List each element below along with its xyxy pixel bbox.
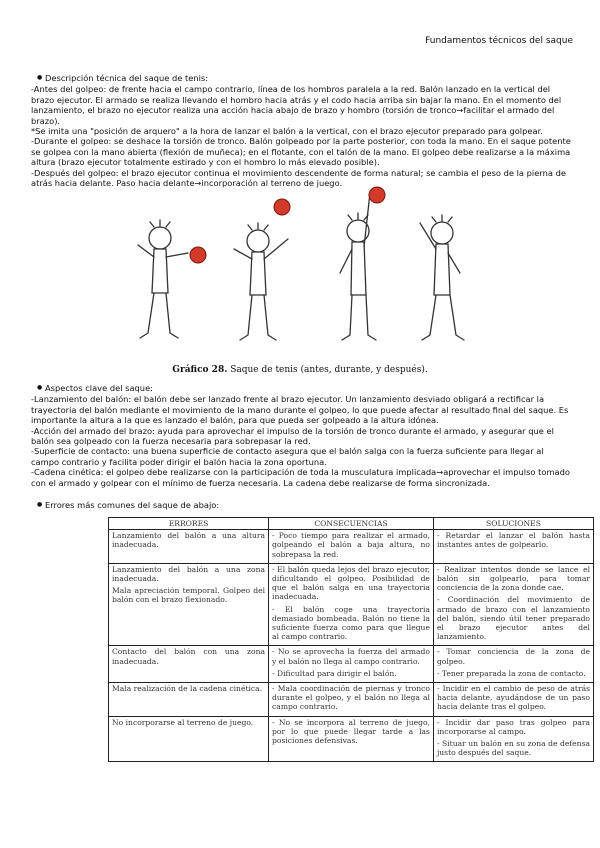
table-cell-consequence	[269, 683, 434, 717]
table-row	[109, 683, 594, 717]
caption-label: Gráfico 28.	[172, 365, 228, 375]
serve-illustration	[130, 183, 470, 353]
cell-text: Mala realización de la cadena cinética.	[112, 684, 263, 694]
cell-text: - Mala coordinación de piernas y tronco durante el golpeo, y el balón no llega al campo contrario.	[272, 684, 430, 712]
table-cell-error	[109, 530, 269, 564]
cell-text: - Retardar el lanzar el balón hasta instantes antes de golpearlo.	[436, 531, 590, 550]
cell-text: - El balón queda lejos del brazo ejecutor, dificultando el golpeo. Posibilidad de que el balón salga en una trayectoria inadecuada.	[272, 564, 430, 602]
table-cell-solution	[433, 683, 593, 717]
table-cell-error	[109, 646, 269, 683]
column-header-errores: ERRORES	[109, 518, 269, 530]
cell-text: Lanzamiento del balón a una zona inadecuada.	[112, 564, 266, 584]
cell-text: - Incidir en el cambio de peso de atrás hacia delante, ayudándose de un paso hacia delante tras el golpeo.	[436, 684, 590, 712]
cell-text: - Tomar conciencia de la zona de golpeo.	[436, 647, 590, 666]
player-toss-figure	[234, 223, 288, 340]
player-during-figure	[340, 193, 376, 340]
table-row	[109, 646, 594, 683]
errors-table	[108, 517, 594, 762]
errors-section	[31, 500, 571, 511]
description-paragraph: -Durante el golpeo: se deshace la torsión de tronco. Balón golpeado por la parte posterior, con toda la mano. En el saque potente se golpea con la mano abierta (flexión de muñeca); en el flotante, con el talón de la mano. El golpeo debe realizarse a la máxima altura (brazo ejecutor totalmente estirado y con el hombro lo más elevado posible).	[31, 136, 571, 168]
table-row	[109, 563, 594, 646]
table-cell-consequence	[269, 563, 434, 646]
table-cell-error	[109, 716, 269, 762]
table-row	[109, 530, 594, 564]
figure-caption	[0, 365, 600, 375]
table-cell-solution	[433, 563, 593, 646]
table-cell-error	[109, 563, 269, 646]
description-paragraph: *Se imita una "posición de arquero" a la hora de lanzar el balón a la vertical, con el brazo ejecutor preparado para golpear.	[31, 126, 543, 137]
aspects-section	[31, 383, 571, 488]
column-header-soluciones: SOLUCIONES	[433, 518, 593, 530]
description-paragraph: -Antes del golpeo: de frente hacia el campo contrario, línea de los hombros paralela a la red. Balón lanzado en la vertical del brazo ejecutor. El armado se realiza llevando el hombro hacia atrás y el codo hacia arriba sin bajar la mano. En el momento del lanzamiento, el brazo no ejecutor realiza una acción hacia abajo de brazo y hombro (torsión de tronco→facilitar el armado del brazo).	[31, 84, 562, 126]
caption-text: Saque de tenis (antes, durante, y después).	[230, 365, 428, 375]
table-row	[109, 716, 594, 762]
ball-icon	[274, 199, 290, 215]
cell-text: Mala apreciación temporal. Golpeo del balón con el brazo flexionado.	[112, 586, 266, 605]
cell-text: - Coordinación del movimiento de armado de brazo con el lanzamiento del balón, siendo útil tener preparado el brazo ejecutor antes del lanzamiento.	[436, 595, 590, 642]
table-cell-solution	[433, 716, 593, 762]
aspects-paragraph: -Lanzamiento del balón: el balón debe ser lanzado frente al brazo ejecutor. Un lanzamiento desviado obligará a rectificar la trayectoria del balón mediante el movimiento de la mano durante el golpeo, lo que puede afectar al resultado final del saque. Es importante la altura a la que es lanzado el balón, para que pueda ser golpeado a la altura idónea.	[31, 394, 569, 426]
aspects-paragraph: -Acción del armado del brazo: ayuda para aprovechar el impulso de la torsión de tronco durante el armado, y asegurar que el balón sea golpeado con la fuerza necesaria para sobrepasar la red.	[31, 425, 554, 447]
cell-text: - Dificultad para dirigir el balón.	[272, 668, 397, 678]
player-before-figure	[138, 220, 188, 338]
description-paragraph: -Después del golpeo: el brazo ejecutor continua el movimiento descendente de forma natural; se cambia el peso de la pierna de atrás hacia delante. Paso hacia delante→incorporación al terreno de juego.	[31, 167, 566, 189]
errors-title: ● Errores más comunes del saque de abajo:	[31, 500, 571, 510]
cell-text: Lanzamiento del balón a una altura inadecuada.	[112, 531, 266, 550]
table-cell-consequence	[269, 530, 434, 564]
page-header: Fundamentos técnicos del saque	[425, 36, 573, 46]
table-cell-consequence	[269, 646, 434, 683]
cell-text: - Tener preparada la zona de contacto.	[436, 668, 586, 678]
cell-text: - Situar un balón en su zona de defensa justo después del saque.	[436, 739, 590, 758]
player-after-figure	[420, 215, 464, 340]
cell-text: - Poco tiempo para realizar el armado, golpeando el balón a baja altura, no sobrepasa la red.	[272, 531, 430, 559]
ball-icon	[369, 187, 385, 203]
cell-text: Contacto del balón con una zona inadecuada.	[112, 647, 266, 666]
table-cell-solution	[433, 646, 593, 683]
cell-text: - Realizar intentos donde se lance el balón sin golpearlo, para tomar conciencia de la zona donde cae.	[436, 564, 590, 593]
description-title: ● Descripción técnica del saque de tenis:	[31, 73, 571, 83]
errors-table-header	[109, 518, 594, 530]
aspects-title: ● Aspectos clave del saque:	[31, 383, 571, 393]
table-cell-error	[109, 683, 269, 717]
column-header-consecuencias: CONSECUENCIAS	[269, 518, 434, 530]
cell-text: - Incidir dar paso tras golpeo para incorporarse al campo.	[436, 717, 590, 736]
cell-text: - No se aprovecha la fuerza del armado y el balón no llega al campo contrario.	[272, 647, 430, 666]
cell-text: - El balón coge una trayectoria demasiado bombeada. Balón no tiene la suficiente fuerza como para que llegue al campo contrario.	[272, 604, 430, 642]
ball-icon	[190, 247, 206, 263]
cell-text: No incorporarse al terreno de juego.	[112, 717, 254, 727]
aspects-paragraph: -Superficie de contacto: una buena superficie de contacto asegura que el balón salga con la fuerza suficiente para llegar al campo contrario y facilita poder dirigir el balón hacia la zona oportuna.	[31, 446, 544, 467]
cell-text: - No se incorpora al terreno de juego, por lo que puede llegar tarde a las posiciones defensivas.	[272, 717, 430, 746]
table-cell-consequence	[269, 716, 434, 762]
aspects-paragraph: -Cadena cinética: el golpeo debe realizarse con la participación de toda la musculatura implicada→aprovechar el impulso tomado con el armado y golpear con el mínimo de fuerza necesaria. La cadena debe realizarse de forma sincronizada.	[31, 467, 570, 488]
description-section	[31, 73, 571, 188]
table-cell-solution	[433, 530, 593, 564]
